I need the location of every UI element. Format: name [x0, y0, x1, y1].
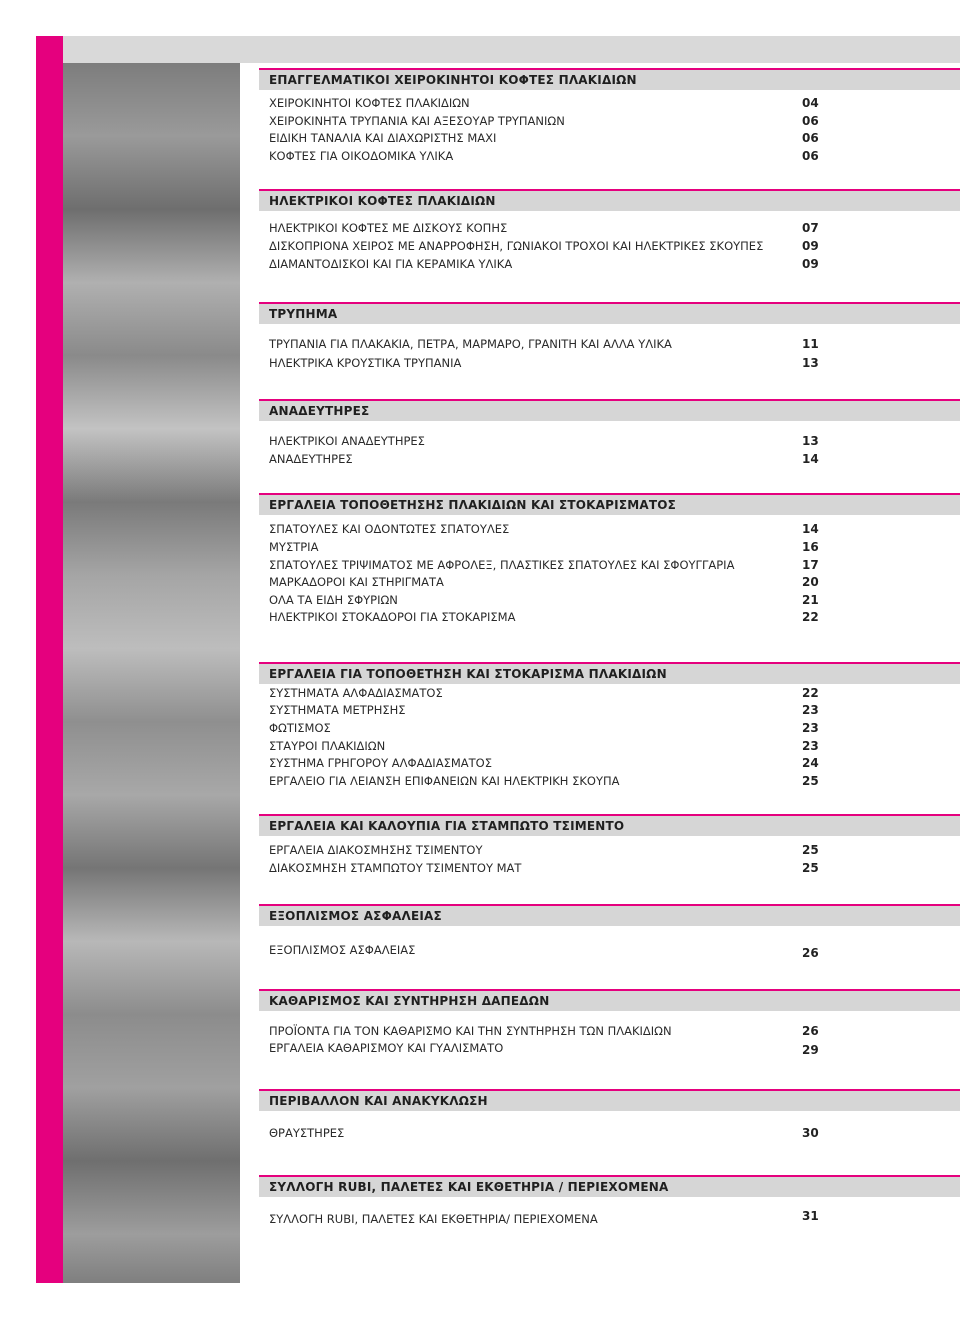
table-of-contents	[259, 63, 960, 1283]
toc-entry-label[interactable]: ΣΠΑΤΟΥΛΕΣ ΤΡΙΨΙΜΑΤΟΣ ΜΕ ΑΦΡΟΛΕΞ, ΠΛΑΣΤΙΚΕΣ ΣΠΑΤΟΥΛΕΣ ΚΑΙ ΣΦΟΥΓΓΑΡΙΑ	[269, 558, 735, 572]
toc-entry-page-number: 13	[802, 434, 819, 448]
toc-entry-page-number: 25	[802, 774, 819, 788]
section-header	[259, 68, 960, 90]
section-header	[259, 989, 960, 1011]
toc-entry-label[interactable]: ΕΙΔΙΚΗ ΤΑΝΑΛΙΑ ΚΑΙ ΔΙΑΧΩΡΙΣΤΗΣ ΜΑΧΙ	[269, 131, 497, 145]
toc-entry-label[interactable]: ΣΥΣΤΗΜΑΤΑ ΜΕΤΡΗΣΗΣ	[269, 703, 406, 717]
section-title: ΚΑΘΑΡΙΣΜΟΣ ΚΑΙ ΣΥΝΤΗΡΗΣΗ ΔΑΠΕΔΩΝ	[269, 994, 550, 1008]
toc-entry-page-number: 09	[802, 239, 819, 253]
section-header	[259, 662, 960, 684]
toc-entry-label[interactable]: ΗΛΕΚΤΡΙΚΟΙ ΑΝΑΔΕΥΤΗΡΕΣ	[269, 434, 425, 448]
section-header	[259, 189, 960, 211]
section-title: ΣΥΛΛΟΓΗ RUBI, ΠΑΛΕΤΕΣ ΚΑΙ ΕΚΘΕΤΗΡΙΑ / ΠΕΡΙΕΧΟΜΕΝΑ	[269, 1180, 669, 1194]
toc-entry-page-number: 06	[802, 114, 819, 128]
toc-entry-label[interactable]: ΔΙΑΚΟΣΜΗΣΗ ΣΤΑΜΠΩΤΟΥ ΤΣΙΜΕΝΤΟΥ ΜΑΤ	[269, 861, 522, 875]
toc-entry-label[interactable]: ΗΛΕΚΤΡΙΚΑ ΚΡΟΥΣΤΙΚΑ ΤΡΥΠΑΝΙΑ	[269, 356, 462, 370]
section-title: ΕΡΓΑΛΕΙΑ ΤΟΠΟΘΕΤΗΣΗΣ ΠΛΑΚΙΔΙΩΝ ΚΑΙ ΣΤΟΚΑΡΙΣΜΑΤΟΣ	[269, 498, 677, 512]
toc-entry-label[interactable]: ΗΛΕΚΤΡΙΚΟΙ ΣΤΟΚΑΔΟΡΟΙ ΓΙΑ ΣΤΟΚΑΡΙΣΜΑ	[269, 610, 516, 624]
toc-entry-page-number: 26	[802, 946, 819, 960]
top-grey-band	[63, 36, 960, 63]
section-header	[259, 302, 960, 324]
section-title: ΠΕΡΙΒΑΛΛΟΝ ΚΑΙ ΑΝΑΚΥΚΛΩΣΗ	[269, 1094, 488, 1108]
toc-entry-label[interactable]: ΗΛΕΚΤΡΙΚΟΙ ΚΟΦΤΕΣ ΜΕ ΔΙΣΚΟΥΣ ΚΟΠΗΣ	[269, 221, 508, 235]
toc-entry-label[interactable]: ΣΥΛΛΟΓΗ RUBI, ΠΑΛΕΤΕΣ ΚΑΙ ΕΚΘΕΤΗΡΙΑ/ ΠΕΡΙΕΧΟΜΕΝΑ	[269, 1212, 598, 1226]
toc-entry-label[interactable]: ΘΡΑΥΣΤΗΡΕΣ	[269, 1126, 345, 1140]
toc-entry-page-number: 23	[802, 721, 819, 735]
toc-entry-label[interactable]: ΦΩΤΙΣΜΟΣ	[269, 721, 331, 735]
toc-entry-page-number: 06	[802, 149, 819, 163]
magenta-side-bar	[36, 36, 63, 1283]
section-header	[259, 399, 960, 421]
toc-entry-page-number: 14	[802, 452, 819, 466]
section-title: ΤΡΥΠΗΜΑ	[269, 307, 338, 321]
toc-entry-page-number: 09	[802, 257, 819, 271]
toc-entry-page-number: 23	[802, 703, 819, 717]
toc-entry-label[interactable]: ΧΕΙΡΟΚΙΝΗΤΟΙ ΚΟΦΤΕΣ ΠΛΑΚΙΔΙΩΝ	[269, 96, 470, 110]
toc-entry-label[interactable]: ΣΠΑΤΟΥΛΕΣ ΚΑΙ ΟΔΟΝΤΩΤΕΣ ΣΠΑΤΟΥΛΕΣ	[269, 522, 510, 536]
toc-entry-page-number: 06	[802, 131, 819, 145]
section-title: ΑΝΑΔΕΥΤΗΡΕΣ	[269, 404, 370, 418]
toc-entry-label[interactable]: ΣΤΑΥΡΟΙ ΠΛΑΚΙΔΙΩΝ	[269, 739, 386, 753]
toc-entry-page-number: 17	[802, 558, 819, 572]
toc-entry-page-number: 13	[802, 356, 819, 370]
toc-entry-page-number: 21	[802, 593, 819, 607]
section-header	[259, 1089, 960, 1111]
toc-entry-page-number: 29	[802, 1043, 819, 1057]
toc-entry-page-number: 25	[802, 861, 819, 875]
section-title: ΕΞΟΠΛΙΣΜΟΣ ΑΣΦΑΛΕΙΑΣ	[269, 909, 442, 923]
toc-entry-page-number: 14	[802, 522, 819, 536]
section-header	[259, 493, 960, 515]
toc-entry-page-number: 25	[802, 843, 819, 857]
toc-entry-page-number: 26	[802, 1024, 819, 1038]
toc-entry-label[interactable]: ΠΡΟΪΟΝΤΑ ΓΙΑ ΤΟΝ ΚΑΘΑΡΙΣΜΟ ΚΑΙ ΤΗΝ ΣΥΝΤΗΡΗΣΗ ΤΩΝ ΠΛΑΚΙΔΙΩΝ	[269, 1024, 672, 1038]
toc-entry-label[interactable]: ΕΡΓΑΛΕΙΑ ΚΑΘΑΡΙΣΜΟΥ ΚΑΙ ΓΥΑΛΙΣΜΑΤΟ	[269, 1041, 504, 1055]
section-title: ΗΛΕΚΤΡΙΚΟΙ ΚΟΦΤΕΣ ΠΛΑΚΙΔΙΩΝ	[269, 194, 496, 208]
photo-strip	[63, 63, 240, 1283]
section-header	[259, 904, 960, 926]
section-header	[259, 814, 960, 836]
toc-entry-label[interactable]: ΔΙΣΚΟΠΡΙΟΝΑ ΧΕΙΡΟΣ ΜΕ ΑΝΑΡΡΟΦΗΣΗ, ΓΩΝΙΑΚΟΙ ΤΡΟΧΟΙ ΚΑΙ ΗΛΕΚΤΡΙΚΕΣ ΣΚΟΥΠΕΣ	[269, 239, 764, 253]
toc-entry-label[interactable]: ΑΝΑΔΕΥΤΗΡΕΣ	[269, 452, 353, 466]
toc-entry-label[interactable]: ΔΙΑΜΑΝΤΟΔΙΣΚΟΙ ΚΑΙ ΓΙΑ ΚΕΡΑΜΙΚΑ ΥΛΙΚΑ	[269, 257, 513, 271]
toc-entry-label[interactable]: ΕΡΓΑΛΕΙΑ ΔΙΑΚΟΣΜΗΣΗΣ ΤΣΙΜΕΝΤΟΥ	[269, 843, 483, 857]
toc-entry-page-number: 30	[802, 1126, 819, 1140]
toc-entry-label[interactable]: ΤΡΥΠΑΝΙΑ ΓΙΑ ΠΛΑΚΑΚΙΑ, ΠΕΤΡΑ, ΜΑΡΜΑΡΟ, ΓΡΑΝΙΤΗ ΚΑΙ ΑΛΛΑ ΥΛΙΚΑ	[269, 337, 672, 351]
toc-entry-label[interactable]: ΣΥΣΤΗΜΑΤΑ ΑΛΦΑΔΙΑΣΜΑΤΟΣ	[269, 686, 443, 700]
toc-entry-page-number: 31	[802, 1209, 819, 1223]
toc-entry-page-number: 24	[802, 756, 819, 770]
toc-entry-page-number: 22	[802, 686, 819, 700]
toc-entry-label[interactable]: ΕΞΟΠΛΙΣΜΟΣ ΑΣΦΑΛΕΙΑΣ	[269, 943, 416, 957]
toc-entry-label[interactable]: ΧΕΙΡΟΚΙΝΗΤΑ ΤΡΥΠΑΝΙΑ ΚΑΙ ΑΞΕΣΟΥΑΡ ΤΡΥΠΑΝΙΩΝ	[269, 114, 565, 128]
toc-entry-page-number: 16	[802, 540, 819, 554]
section-header	[259, 1175, 960, 1197]
toc-entry-label[interactable]: ΟΛΑ ΤΑ ΕΙΔΗ ΣΦΥΡΙΩΝ	[269, 593, 398, 607]
toc-entry-page-number: 23	[802, 739, 819, 753]
toc-entry-page-number: 04	[802, 96, 819, 110]
toc-entry-label[interactable]: ΣΥΣΤΗΜΑ ΓΡΗΓΟΡΟΥ ΑΛΦΑΔΙΑΣΜΑΤΟΣ	[269, 756, 492, 770]
toc-entry-label[interactable]: ΚΟΦΤΕΣ ΓΙΑ ΟΙΚΟΔΟΜΙΚΑ ΥΛΙΚΑ	[269, 149, 454, 163]
section-title: ΕΠΑΓΓΕΛΜΑΤΙΚΟΙ ΧΕΙΡΟΚΙΝΗΤΟΙ ΚΟΦΤΕΣ ΠΛΑΚΙΔΙΩΝ	[269, 73, 637, 87]
toc-entry-label[interactable]: ΜΑΡΚΑΔΟΡΟΙ ΚΑΙ ΣΤΗΡΙΓΜΑΤΑ	[269, 575, 444, 589]
toc-entry-page-number: 20	[802, 575, 819, 589]
section-title: ΕΡΓΑΛΕΙΑ ΓΙΑ ΤΟΠΟΘΕΤΗΣΗ ΚΑΙ ΣΤΟΚΑΡΙΣΜΑ ΠΛΑΚΙΔΙΩΝ	[269, 667, 667, 681]
section-title: ΕΡΓΑΛΕΙΑ ΚΑΙ ΚΑΛΟΥΠΙΑ ΓΙΑ ΣΤΑΜΠΩΤΟ ΤΣΙΜΕΝΤΟ	[269, 819, 625, 833]
toc-entry-label[interactable]: ΕΡΓΑΛΕΙΟ ΓΙΑ ΛΕΙΑΝΣΗ ΕΠΙΦΑΝΕΙΩΝ ΚΑΙ ΗΛΕΚΤΡΙΚΗ ΣΚΟΥΠΑ	[269, 774, 620, 788]
toc-entry-page-number: 22	[802, 610, 819, 624]
toc-entry-page-number: 07	[802, 221, 819, 235]
toc-entry-page-number: 11	[802, 337, 819, 351]
toc-entry-label[interactable]: ΜΥΣΤΡΙΑ	[269, 540, 319, 554]
